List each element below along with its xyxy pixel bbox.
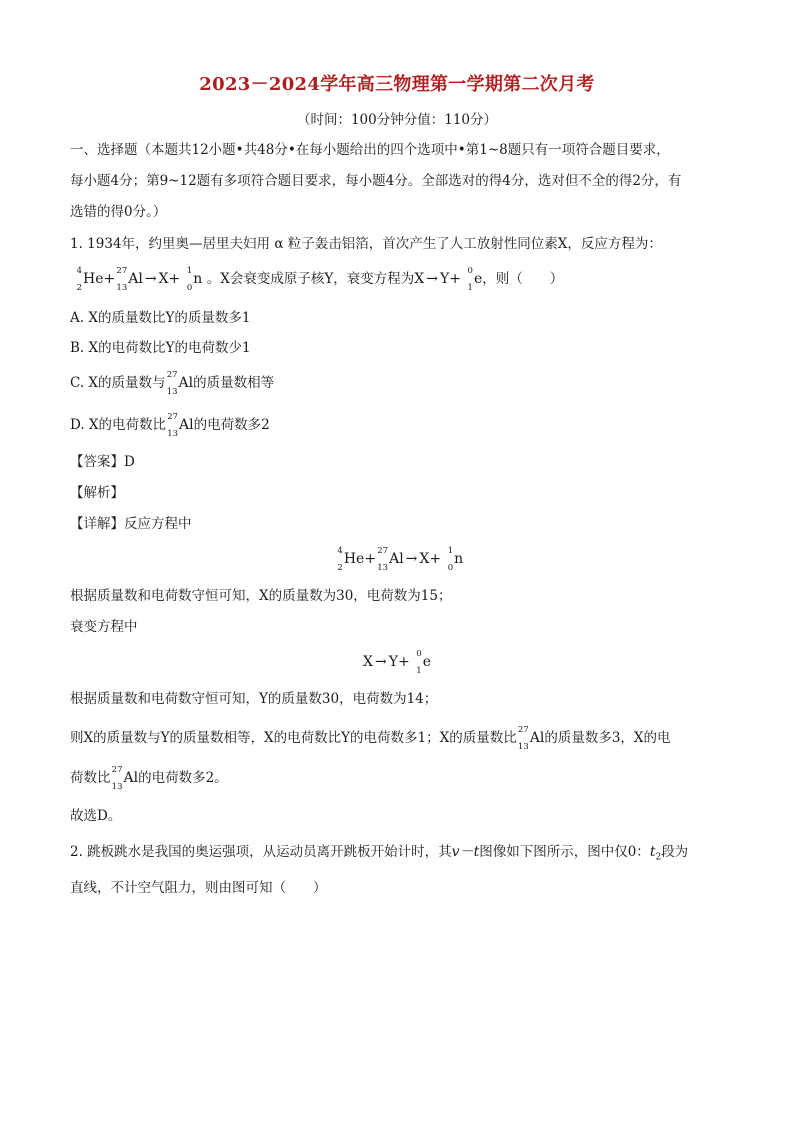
nuclide-he: 4 2 [76,266,82,293]
q1-option-c: C. X的质量数与 27 13 Al的质量数相等 [70,370,275,397]
reaction-equation: 4 2 He+ 27 13 Al → X+ 1 0 n [70,271,207,287]
q1-stem-line-2: 4 2 He+ 27 13 Al → X+ 1 0 n 。X会衰变成原子核Y，衰变方程为X → Y+ 0 1 e，则（ ） [70,268,563,290]
q1-answer: 【答案】D [70,454,135,470]
nuclide-n: 1 0 [186,266,193,293]
nuclide-al: 27 13 [167,412,179,439]
exam-info: （时间：100分钟分值：110分） [296,112,498,128]
q1-option-a: A. X的质量数比Y的质量数多1 [70,310,251,326]
q1-explanation-3: 根据质量数和电荷数守恒可知，Y的质量数30，电荷数为14； [70,691,438,707]
q1-conclusion: 故选D。 [70,808,122,824]
nuclide-al: 27 13 [116,266,128,293]
q1-explanation-1: 根据质量数和电荷数守恒可知，X的质量数为30，电荷数为15； [70,588,452,604]
nuclide-e: 0 1 [467,266,473,293]
q1-option-b: B. X的电荷数比Y的电荷数少1 [70,340,251,356]
q1-explanation-5: 荷数比 27 13 Al的电荷数多2。 [70,765,228,792]
nuclide-al: 27 13 [166,370,178,397]
q2-stem-line-1: 2. 跳板跳水是我国的奥运强项，从运动员离开跳板开始计时，其v－t图像如下图所示，图中仅0：$t_2$段为 [70,844,689,863]
q1-option-d: D. X的电荷数比 27 13 Al的电荷数多2 [70,412,270,439]
section-instructions-line-2: 每小题4分；第9~12题有多项符合题目要求，每小题4分。全部选对的得4分，选对但不全的得2分，有 [70,173,682,189]
page-title: 2023－2024学年高三物理第一学期第二次月考 [199,74,595,95]
section-instructions-line-1: 一、选择题（本题共12小题•共48分•在每小题给出的四个选项中•第1~8题只有一项符合题目要求， [70,142,670,158]
q1-stem-line-1: 1. 1934年，约里奥—居里夫妇用 α 粒子轰击铝箔，首次产生了人工放射性同位素X，反应方程为： [70,236,662,252]
q1-detail: 【详解】反应方程中 [70,516,192,532]
decay-equation-display: X → Y+ 0 1 e [363,649,431,676]
reaction-equation-display: 4 2 He+ 27 13 Al → X+ 1 0 n [337,546,464,573]
section-instructions-line-3: 选错的得0分。） [70,204,167,220]
q1-analysis-label: 【解析】 [70,485,124,501]
q1-explanation-4: 则X的质量数与Y的质量数相等，X的电荷数比Y的电荷数多1；X的质量数比 27 13 Al的质量数多3，X的电 [70,725,671,752]
q2-stem-line-2: 直线，不计空气阻力，则由图可知（ ） [70,880,327,896]
q1-explanation-2: 衰变方程中 [70,619,138,635]
decay-equation: X → Y+ 0 1 e [414,266,483,293]
